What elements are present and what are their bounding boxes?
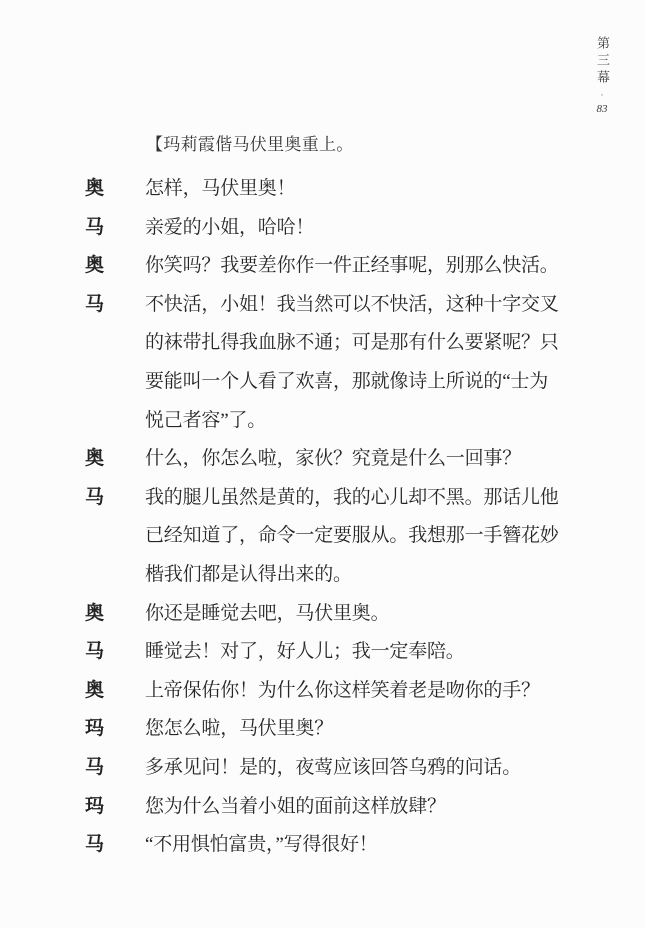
speech-lines <box>145 826 575 865</box>
running-head <box>591 36 613 115</box>
dialogue-line: 您怎么啦，马伏里奥？ <box>145 718 334 740</box>
speaker-label: 奥 <box>85 602 105 624</box>
speech-lines <box>145 788 575 827</box>
speaker-label: 马 <box>85 756 105 778</box>
page-number: 83 <box>596 103 608 115</box>
dialogue-line: 要能叫一个人看了欢喜，那就像诗上所说的“士为 <box>145 370 549 392</box>
dialogue-line: 不快活，小姐！我当然可以不快活，这种十字交叉 <box>145 293 559 315</box>
dialogue-line: 亲爱的小姐，哈哈！ <box>145 216 315 238</box>
speech-row <box>85 286 575 440</box>
speech-row <box>85 170 575 209</box>
speech-lines <box>145 633 575 672</box>
speech-row <box>85 749 575 788</box>
speech-lines <box>145 286 575 440</box>
speech-row <box>85 710 575 749</box>
speaker-label: 马 <box>85 293 105 315</box>
speaker-label: 玛 <box>85 718 105 740</box>
speech-lines <box>145 247 575 286</box>
stage-direction: 【玛莉霞偕马伏里奥重上。 <box>146 135 354 154</box>
separator-dot: · <box>600 90 604 100</box>
speaker-label: 奥 <box>85 679 105 701</box>
dialogue-line: 您为什么当着小姐的面前这样放肆？ <box>145 795 446 817</box>
speech-lines <box>145 749 575 788</box>
dialogue-block <box>85 170 575 865</box>
speech-row <box>85 826 575 865</box>
speech-row <box>85 672 575 711</box>
speech-lines <box>145 479 575 595</box>
speaker-label: 奥 <box>85 448 105 470</box>
dialogue-line: 你笑吗？我要差你作一件正经事呢，别那么快活。 <box>145 255 559 277</box>
speaker-label: 马 <box>85 486 105 508</box>
speech-lines <box>145 440 575 479</box>
dialogue-line: 你还是睡觉去吧，马伏里奥。 <box>145 602 390 624</box>
dialogue-line: 已经知道了，命令一定要服从。我想那一手簪花妙 <box>145 525 559 547</box>
dialogue-line: 我的腿儿虽然是黄的，我的心儿却不黑。那话儿他 <box>145 486 559 508</box>
dialogue-line: 楷我们都是认得出来的。 <box>145 563 352 585</box>
dialogue-line: 悦己者容”了。 <box>145 409 267 431</box>
dialogue-line: “不用惧怕富贵，”写得很好！ <box>145 834 378 856</box>
act-title: 第三幕 <box>595 36 610 87</box>
speech-lines <box>145 209 575 248</box>
speech-lines <box>145 595 575 634</box>
speech-lines <box>145 672 575 711</box>
speaker-label: 马 <box>85 216 105 238</box>
speech-lines <box>145 710 575 749</box>
dialogue-line: 多承见问！是的，夜莺应该回答乌鸦的问话。 <box>145 756 522 778</box>
speech-row <box>85 788 575 827</box>
dialogue-line: 什么，你怎么啦，家伙？究竟是什么一回事？ <box>145 448 522 470</box>
dialogue-line: 睡觉去！对了，好人儿；我一定奉陪。 <box>145 641 465 663</box>
speech-row <box>85 595 575 634</box>
dialogue-line: 的袜带扎得我血脉不通；可是那有什么要紧呢？只 <box>145 332 559 354</box>
speech-row <box>85 209 575 248</box>
dialogue-line: 怎样，马伏里奥！ <box>145 178 296 199</box>
speaker-label: 奥 <box>85 178 105 199</box>
speech-lines <box>145 170 575 209</box>
speaker-label: 马 <box>85 641 105 663</box>
dialogue-line: 上帝保佑你！为什么你这样笑着老是吻你的手？ <box>145 679 540 701</box>
speech-row <box>85 633 575 672</box>
speaker-label: 奥 <box>85 255 105 277</box>
speech-row <box>85 479 575 595</box>
speaker-label: 玛 <box>85 795 105 817</box>
speech-row <box>85 440 575 479</box>
speech-row <box>85 247 575 286</box>
speaker-label: 马 <box>85 834 105 856</box>
